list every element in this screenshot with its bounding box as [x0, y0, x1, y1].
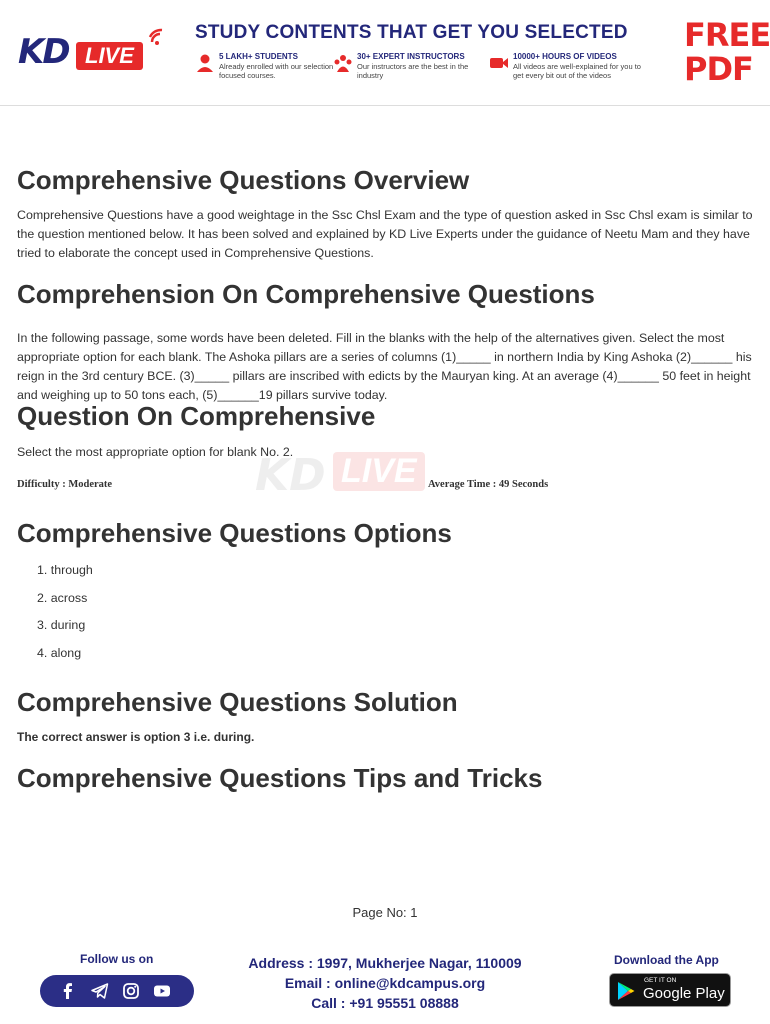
option-item[interactable]: 1. through [37, 563, 93, 577]
feature-title: 10000+ HOURS OF VIDEOS [513, 52, 617, 61]
google-play-icon [616, 981, 636, 1001]
options-list [37, 561, 93, 671]
tips-heading: Comprehensive Questions Tips and Tricks [17, 763, 543, 793]
footer-phone[interactable]: Call : +91 95551 08888 [311, 995, 459, 1011]
overview-text: Comprehensive Questions have a good weightage in the Ssc Chsl Exam and the type of question asked in Ssc Chsl exam is similar to the question mentioned below. It has been solved and explained by KD Live Experts under the guidance of Neetu Mam and they have tried to elaborate the concept used in Comprehensive Questions. [17, 208, 753, 260]
option-item[interactable]: 4. along [37, 645, 82, 660]
feature-title: 30+ EXPERT INSTRUCTORS [357, 52, 465, 61]
question-text: Select the most appropriate option for blank No. 2. [17, 445, 294, 459]
footer-address: Address : 1997, Mukherjee Nagar, 110009 [248, 955, 522, 971]
student-icon [195, 53, 215, 73]
comprehension-heading: Comprehension On Comprehensive Questions [17, 279, 595, 309]
watermark-live: LIVE [333, 452, 425, 491]
instructors-icon [333, 53, 353, 73]
follow-us-label: Follow us on [80, 952, 154, 966]
solution-answer: The correct answer is option 3 i.e. during. [17, 730, 255, 744]
page-header [0, 0, 770, 106]
header-tagline: STUDY CONTENTS THAT GET YOU SELECTED [195, 22, 628, 43]
feature-title: 5 LAKH+ STUDENTS [219, 52, 298, 61]
download-app-label: Download the App [614, 953, 719, 967]
kd-live-watermark [255, 420, 455, 505]
option-item[interactable]: 3. during [37, 618, 86, 632]
difficulty-label: Difficulty : Moderate [17, 479, 113, 490]
feature-desc: All videos are well-explained for you to get every bit out of the videos [513, 62, 641, 80]
google-play-text: Google Play [643, 985, 725, 1002]
video-camera-icon [489, 53, 509, 73]
free-pdf-line1: FREE [684, 16, 770, 54]
free-pdf-line2: PDF [684, 50, 753, 88]
google-play-button[interactable] [609, 973, 731, 1007]
kd-live-logo[interactable] [18, 28, 168, 76]
feature-desc: Already enrolled with our selection focused courses. [219, 62, 334, 80]
options-heading: Comprehensive Questions Options [17, 518, 452, 548]
logo-live-badge: LIVE [76, 42, 143, 70]
question-heading: Question On Comprehensive [17, 401, 376, 431]
broadcast-icon [148, 28, 170, 50]
logo-kd-text: KD [18, 32, 69, 72]
solution-heading: Comprehensive Questions Solution [17, 687, 458, 717]
feature-desc: Our instructors are the best in the industry [357, 62, 469, 80]
footer-email[interactable]: Email : online@kdcampus.org [284, 975, 486, 991]
page-number: Page No: 1 [352, 905, 418, 920]
comprehension-passage: In the following passage, some words have been deleted. Fill in the blanks with the help of the alternatives given. Select the most appropriate option for each blank. The Ashoka pillars are a series of columns (1)_____ in northern India by King Ashoka (2)______ his reign in the 3rd century BCE. (3)_____ pillars are inscribed with edicts by the Mauryan king. At an average (4)______ 50 feet in height and weighing up to 50 tons each, (5)______19 pillars survive today. [17, 331, 752, 402]
option-item[interactable]: 2. across [37, 590, 88, 605]
get-it-on-text: GET IT ON [644, 977, 677, 984]
overview-heading: Comprehensive Questions Overview [17, 165, 470, 195]
watermark-kd: KD [255, 450, 326, 501]
free-pdf-label [684, 18, 770, 86]
average-time-label: Average Time : 49 Seconds [428, 479, 549, 490]
